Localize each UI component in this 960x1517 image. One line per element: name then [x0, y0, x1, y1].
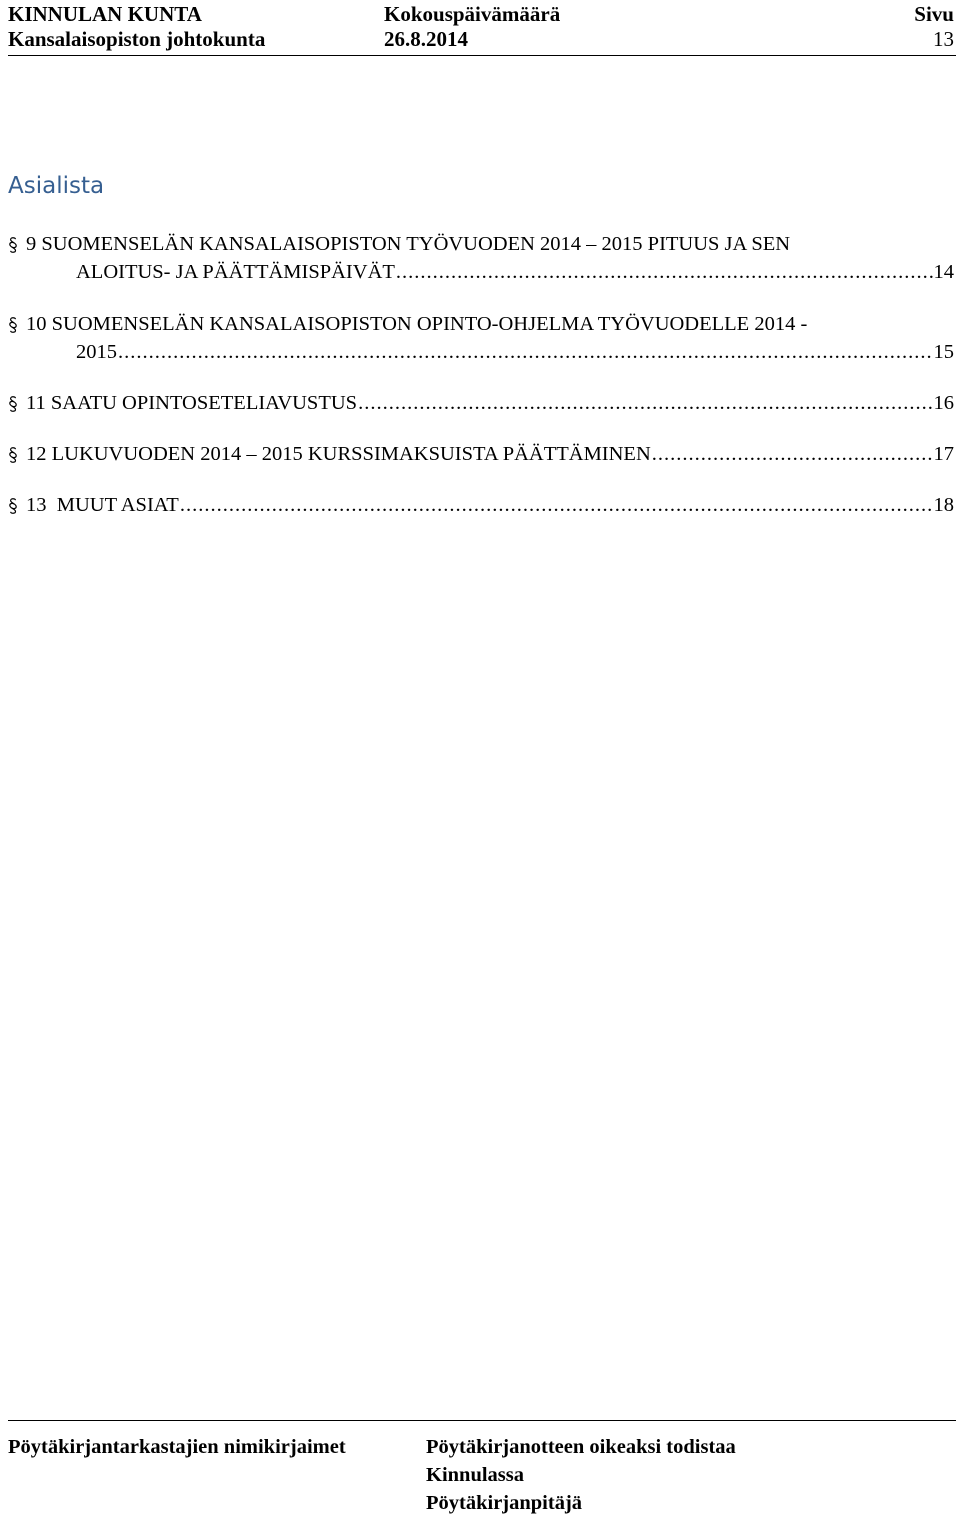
section-sign-icon: [8, 497, 18, 515]
header-row-2: [8, 26, 956, 52]
dot-leader: [358, 389, 932, 417]
agenda-item-11-text: 11 SAATU OPINTOSETELIAVUSTUS: [26, 392, 358, 414]
dot-leader: [652, 440, 933, 468]
certification-place: Kinnulassa: [426, 1464, 524, 1486]
agenda-item-9-line-2-text: ALOITUS- JA PÄÄTTÄMISPÄIVÄT: [76, 261, 395, 283]
agenda-item-12-text: 12 LUKUVUODEN 2014 – 2015 KURSSIMAKSUISTA PÄÄTTÄMINEN: [26, 443, 651, 465]
agenda-item-10-page: 15: [933, 341, 954, 363]
agenda-item-9-line-2: [76, 258, 954, 286]
meeting-date-label: Kokouspäivämäärä: [384, 2, 561, 26]
section-sign-icon: [8, 236, 18, 254]
certification-block: [426, 1433, 736, 1517]
dot-leader: [180, 491, 933, 519]
agenda-item-9-line-1: 9 SUOMENSELÄN KANSALAISOPISTON TYÖVUODEN 2014 – 2015 PITUUS JA SEN: [26, 233, 791, 255]
dot-leader: [118, 338, 933, 366]
page-header: [8, 0, 956, 56]
agenda-item-9-page: 14: [933, 261, 954, 283]
agenda-item-13-page: 18: [933, 494, 954, 516]
board-name: Kansalaisopiston johtokunta: [8, 27, 266, 51]
certification-label: Pöytäkirjanotteen oikeaksi todistaa: [426, 1436, 736, 1458]
agenda-item-11-page: 16: [933, 392, 954, 414]
agenda-item-10-line-1: 10 SUOMENSELÄN KANSALAISOPISTON OPINTO-OHJELMA TYÖVUODELLE 2014 -: [26, 313, 808, 335]
minutes-keeper-label: Pöytäkirjanpitäjä: [426, 1492, 583, 1514]
page-label: Sivu: [914, 2, 954, 26]
section-sign-icon: [8, 316, 18, 334]
agenda-item-12-line-1: [26, 440, 954, 468]
agenda-item-10-line-2: [76, 338, 954, 366]
page-number: 13: [933, 27, 954, 51]
reviewers-initials-label: Pöytäkirjantarkastajien nimikirjaimet: [8, 1436, 346, 1458]
section-sign-icon: [8, 446, 18, 464]
agenda-item-9[interactable]: [8, 230, 954, 286]
header-row-1: [8, 1, 956, 27]
agenda-item-11[interactable]: [8, 389, 954, 417]
agenda-item-10-line-2-text: 2015: [76, 341, 117, 363]
page-footer: [8, 1420, 956, 1514]
agenda-item-10[interactable]: [8, 310, 954, 366]
agenda-item-12[interactable]: [8, 440, 954, 468]
agenda-title: Asialista: [8, 173, 105, 199]
agenda-item-13[interactable]: [8, 491, 954, 519]
agenda-list: [8, 230, 954, 519]
agenda-item-13-line-1: [26, 491, 954, 519]
agenda-item-13-text: 13 MUUT ASIAT: [26, 494, 179, 516]
dot-leader: [396, 258, 933, 286]
municipality-name: KINNULAN KUNTA: [8, 2, 202, 26]
agenda-item-11-line-1: [26, 389, 954, 417]
agenda-item-12-page: 17: [933, 443, 954, 465]
meeting-date-value: 26.8.2014: [384, 27, 468, 51]
section-sign-icon: [8, 395, 18, 413]
